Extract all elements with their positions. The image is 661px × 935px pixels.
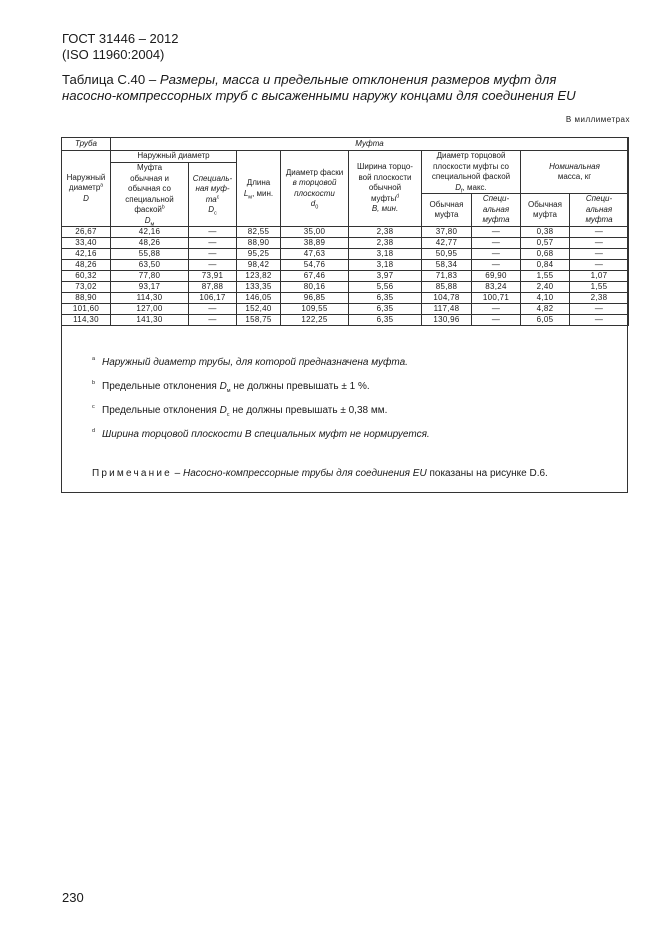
table-cell: — bbox=[472, 304, 521, 315]
header-bevel-diameter: Диаметр фаски в торцовой плоскости $d_0$ bbox=[281, 151, 349, 227]
table-cell: 123,82 bbox=[237, 271, 281, 282]
table-cell: 0,38 bbox=[521, 227, 570, 238]
table-cell: 93,17 bbox=[111, 282, 189, 293]
table-cell: 127,00 bbox=[111, 304, 189, 315]
table-cell: 33,40 bbox=[62, 238, 111, 249]
table-cell: 0,84 bbox=[521, 260, 570, 271]
table-cell: 87,88 bbox=[189, 282, 237, 293]
table-note: Примечание – Насосно-компрессорные трубы для соединения EU показаны на рисунке D.6. bbox=[92, 468, 548, 479]
table-cell: 117,48 bbox=[422, 304, 472, 315]
table-cell: 82,55 bbox=[237, 227, 281, 238]
table-cell: 2,40 bbox=[521, 282, 570, 293]
table-cell: 158,75 bbox=[237, 315, 281, 326]
header-mass-regular: Обычная муфта bbox=[521, 194, 570, 227]
table-cell: 26,67 bbox=[62, 227, 111, 238]
table-cell: 63,50 bbox=[111, 260, 189, 271]
standard-iso-ref: (ISO 11960:2004) bbox=[62, 47, 165, 62]
table-cell: 38,89 bbox=[281, 238, 349, 249]
table-cell: 60,32 bbox=[62, 271, 111, 282]
table-cell: 2,38 bbox=[349, 227, 422, 238]
header-face-regular: Обычная муфта bbox=[422, 194, 472, 227]
table-row bbox=[62, 227, 629, 238]
header-regular-coupling: Муфта обычная и обычная со специальной фаской$^b$ $D_м$ bbox=[111, 163, 189, 227]
units-label: В миллиметрах bbox=[565, 115, 630, 124]
table-cell: 0,68 bbox=[521, 249, 570, 260]
table-cell: 47,63 bbox=[281, 249, 349, 260]
table-row bbox=[62, 271, 629, 282]
footnote-c: c Предельные отклонения $D_c$ не должны превышать ± 0,38 мм. bbox=[92, 404, 388, 418]
table-cell: 80,16 bbox=[281, 282, 349, 293]
table-cell: 114,30 bbox=[62, 315, 111, 326]
table-cell: 100,71 bbox=[472, 293, 521, 304]
table-cell: 42,16 bbox=[62, 249, 111, 260]
table-cell: 133,35 bbox=[237, 282, 281, 293]
table-cell: — bbox=[570, 227, 629, 238]
table-cell: 1,55 bbox=[570, 282, 629, 293]
table-cell: 73,02 bbox=[62, 282, 111, 293]
table-cell: — bbox=[472, 227, 521, 238]
table-row bbox=[62, 293, 629, 304]
table-row bbox=[62, 249, 629, 260]
table-cell: 42,77 bbox=[422, 238, 472, 249]
table-cell: 152,40 bbox=[237, 304, 281, 315]
table-cell: 122,25 bbox=[281, 315, 349, 326]
caption-prefix: Таблица С.40 – bbox=[62, 72, 160, 87]
table-cell: 106,17 bbox=[189, 293, 237, 304]
table-cell: — bbox=[189, 227, 237, 238]
table-cell: — bbox=[570, 249, 629, 260]
header-coupling: Муфта bbox=[111, 138, 629, 151]
table-cell: — bbox=[472, 238, 521, 249]
header-outer-diameter: Наружный диаметр bbox=[111, 151, 237, 163]
table-cell: 35,00 bbox=[281, 227, 349, 238]
table-cell: 48,26 bbox=[111, 238, 189, 249]
table-row bbox=[62, 260, 629, 271]
footnote-a: а Наружный диаметр трубы, для которой предназначена муфта. bbox=[92, 356, 408, 368]
table-cell: 6,35 bbox=[349, 304, 422, 315]
header-pipe-outer-diameter: Наружный диаметр$^а$ D bbox=[62, 151, 111, 227]
table-cell: 1,07 bbox=[570, 271, 629, 282]
table-cell: 146,05 bbox=[237, 293, 281, 304]
table-cell: 130,96 bbox=[422, 315, 472, 326]
table-cell: 6,35 bbox=[349, 293, 422, 304]
table-cell: — bbox=[570, 304, 629, 315]
header-mass-special: Специ- альная муфта bbox=[570, 194, 629, 227]
table-cell: 88,90 bbox=[237, 238, 281, 249]
table-cell: — bbox=[189, 260, 237, 271]
table-cell: 6,05 bbox=[521, 315, 570, 326]
table-cell: 4,10 bbox=[521, 293, 570, 304]
footnote-b: b Предельные отклонения $D_м$ не должны превышать ± 1 %. bbox=[92, 380, 370, 394]
page-number: 230 bbox=[62, 890, 84, 905]
table-cell: 96,85 bbox=[281, 293, 349, 304]
table-cell: — bbox=[472, 260, 521, 271]
table-cell: 6,35 bbox=[349, 315, 422, 326]
header-length: Длина $L_м$, мин. bbox=[237, 151, 281, 227]
footnote-d: d Ширина торцовой плоскости В специальных муфт не нормируется. bbox=[92, 428, 430, 440]
table-cell: 48,26 bbox=[62, 260, 111, 271]
note-label: Примечание bbox=[92, 468, 172, 479]
table-cell: 55,88 bbox=[111, 249, 189, 260]
caption-title-2: насосно-компрессорных труб с высаженными наружу концами для соединения EU bbox=[62, 88, 576, 103]
header-special-coupling: Специаль- ная муф- $та^c$ $D_c$ bbox=[189, 163, 237, 227]
table-cell: — bbox=[189, 304, 237, 315]
table-cell: 95,25 bbox=[237, 249, 281, 260]
table-cell: 114,30 bbox=[111, 293, 189, 304]
table-cell: — bbox=[570, 315, 629, 326]
table-cell: — bbox=[189, 249, 237, 260]
table-caption bbox=[62, 72, 622, 104]
table-cell: 37,80 bbox=[422, 227, 472, 238]
caption-title-1: Размеры, масса и предельные отклонения размеров муфт для bbox=[159, 72, 557, 87]
standard-code: ГОСТ 31446 – 2012 bbox=[62, 31, 179, 46]
document-header bbox=[62, 31, 178, 63]
table-cell: 69,90 bbox=[472, 271, 521, 282]
header-face-diameter: Диаметр торцовой плоскости муфты со специальной фаской $D_f$, макс. bbox=[422, 151, 521, 194]
table-cell: 54,76 bbox=[281, 260, 349, 271]
table-cell: 73,91 bbox=[189, 271, 237, 282]
table-cell: 85,88 bbox=[422, 282, 472, 293]
table-cell: 71,83 bbox=[422, 271, 472, 282]
table-cell: 50,95 bbox=[422, 249, 472, 260]
table-cell: 77,80 bbox=[111, 271, 189, 282]
table-cell: 0,57 bbox=[521, 238, 570, 249]
table-cell: — bbox=[570, 260, 629, 271]
table-cell: 104,78 bbox=[422, 293, 472, 304]
note-italic: Насосно-компрессорные трубы для соединения EU bbox=[183, 468, 427, 479]
table-cell: 3,18 bbox=[349, 249, 422, 260]
table-cell: 5,56 bbox=[349, 282, 422, 293]
note-rest: показаны на рисунке D.6. bbox=[426, 468, 548, 479]
table-cell: 4,82 bbox=[521, 304, 570, 315]
table-row bbox=[62, 304, 629, 315]
table-cell: 1,55 bbox=[521, 271, 570, 282]
table-cell: — bbox=[472, 315, 521, 326]
table-cell: 101,60 bbox=[62, 304, 111, 315]
table-cell: 109,55 bbox=[281, 304, 349, 315]
table-row bbox=[62, 238, 629, 249]
table-cell: 98,42 bbox=[237, 260, 281, 271]
table-cell: 2,38 bbox=[349, 238, 422, 249]
table-cell: 58,34 bbox=[422, 260, 472, 271]
table-row bbox=[62, 282, 629, 293]
header-nominal-mass: Номинальная масса, кг bbox=[521, 151, 629, 194]
table-cell: 42,16 bbox=[111, 227, 189, 238]
table-row bbox=[62, 315, 629, 326]
table-cell: 2,38 bbox=[570, 293, 629, 304]
table-cell: 3,18 bbox=[349, 260, 422, 271]
table-cell: — bbox=[189, 315, 237, 326]
header-face-special: Специ- альная муфта bbox=[472, 194, 521, 227]
dimensions-table bbox=[61, 137, 629, 326]
table-cell: 83,24 bbox=[472, 282, 521, 293]
table-cell: 88,90 bbox=[62, 293, 111, 304]
footnotes bbox=[92, 357, 622, 453]
header-pipe: Труба bbox=[62, 138, 111, 151]
table-cell: — bbox=[189, 238, 237, 249]
table-cell: 3,97 bbox=[349, 271, 422, 282]
table-cell: 141,30 bbox=[111, 315, 189, 326]
table-cell: 67,46 bbox=[281, 271, 349, 282]
table-cell: — bbox=[570, 238, 629, 249]
table-cell: — bbox=[472, 249, 521, 260]
header-face-width: Ширина торцо- вой плоскости обычной муфты$^d$ B, мин. bbox=[349, 151, 422, 227]
